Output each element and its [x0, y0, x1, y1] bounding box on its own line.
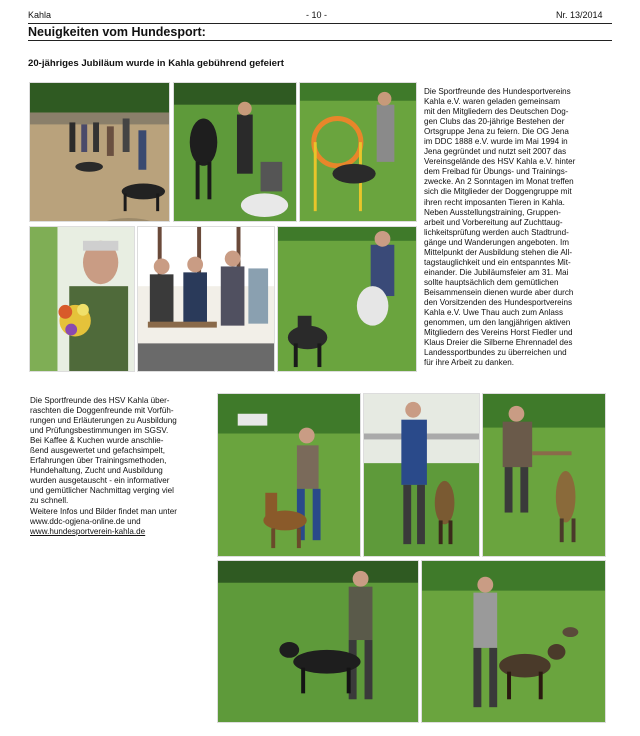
text-line: sollte hauptsächlich dem gemütlichen — [424, 277, 559, 287]
text-line: tagstauglichkeit und ein entspanntes Mit- — [424, 257, 571, 267]
article-left-column — [30, 396, 210, 537]
text-line: gänge und Wanderungen angeboten. Im — [424, 237, 570, 247]
text-line: gen Clubs das 20-jährige Bestehen der — [424, 117, 565, 127]
header-issue: Nr. 13/2014 — [556, 10, 603, 20]
photo-handler-tug — [482, 393, 606, 557]
text-line: Die Sportfreunde des HSV Kahla über- — [30, 396, 170, 405]
text-line: arbeit und Vorbereitung auf Zuchttaug- — [424, 217, 563, 227]
text-line: Landessportbundes zu überreichen und — [424, 348, 567, 358]
photo-dog-with-ball — [277, 226, 417, 372]
text-line: einander. Die Jubiläumsfeier am 31. Mai — [424, 267, 569, 277]
photo-dog-greeting — [173, 82, 297, 222]
text-line: im DDC 1888 e.V. wurde im Mai 1994 in — [424, 137, 568, 147]
photo-man-with-flowers — [29, 226, 135, 372]
text-line: den Vorsitzenden des Hundesportvereins — [424, 297, 573, 307]
text-line: zu schnell. — [30, 496, 69, 506]
text-line: ßend ausgewertet und gefachsimpelt, — [30, 446, 165, 456]
photo-handler-shepherd — [363, 393, 480, 557]
photo-hoop-jump — [299, 82, 417, 222]
text-line: Klaus Dreier die Silberne Ehrennadel des — [424, 338, 573, 348]
section-title: Neuigkeiten vom Hundesport: — [28, 25, 206, 39]
text-line: Jena gegründet und nutzt seit 2007 das — [424, 147, 567, 157]
text-line: Kahla e.V. Uwe Thau auch zum Anlass — [424, 308, 564, 318]
article-right-column — [424, 87, 612, 368]
photo-handler-puppy — [217, 393, 361, 557]
header-town: Kahla — [28, 10, 52, 20]
text-line: zwecke. An 2 Sonntagen im Monat treffen — [424, 177, 574, 187]
photo-men-on-bench — [137, 226, 275, 372]
text-line: Vereinsgelände des HSV Kahla e.V. hinter — [424, 157, 576, 167]
text-line: mit den Mitgliedern des Deutschen Dog- — [424, 107, 569, 117]
text-line: sich die Mitglieder der Doggengruppe mit — [424, 187, 572, 197]
text-line: Die Sportfreunde des Hundesportvereins — [424, 87, 571, 96]
text-line: Mitgliedern des Vereins Horst Fiedler und — [424, 328, 573, 338]
club-website-link[interactable]: www.hundesportverein-kahla.de — [30, 526, 146, 536]
text-line: Kahla e.V. waren geladen gemeinsam — [424, 97, 561, 107]
text-line: wurden ausgetauscht - ein informativer — [30, 476, 170, 486]
header-page-number: - 10 - — [306, 10, 328, 20]
text-line: Erfahrungen über Trainingsmethoden, — [30, 456, 167, 466]
text-line: dem Freibad für Übungs- und Trainings- — [424, 167, 568, 177]
text-line: für ihre Arbeit zu danken. — [424, 358, 514, 368]
text-line: Bei Kaffee & Kuchen wurde anschlie- — [30, 436, 164, 446]
text-line: raschten die Doggenfreunde mit Vorfüh- — [30, 406, 174, 416]
text-line: genommen, um den langjährigen aktiven — [424, 318, 571, 328]
text-line: und gemütlicher Nachmittag verging viel — [30, 486, 174, 496]
text-line: rungen und Erläuterungen zu Ausbildung — [30, 416, 177, 426]
text-line: Beisammensein dienen wurde aber durch — [424, 287, 574, 297]
text-line: www.ddc-ogjena-online.de und — [30, 516, 141, 526]
text-line: Weitere Infos und Bilder findet man unter — [30, 506, 177, 516]
photo-heelwork-black-dog — [217, 560, 419, 723]
text-line: lichkeitsprüfung werden auch Stadtrund- — [424, 227, 569, 237]
text-line: Mittelpunkt der Ausbildung stehen die All- — [424, 247, 573, 257]
article-headline: 20-jähriges Jubiläum wurde in Kahla gebührend gefeiert — [28, 58, 284, 69]
header-rule — [28, 23, 612, 24]
photo-dogs-lineup — [29, 82, 170, 222]
photo-heelwork-shepherd — [421, 560, 606, 723]
text-line: ihren recht imposanten Tieren in Kahla. — [424, 197, 565, 207]
text-line: Neben Ausstellungstraining, Gruppen- — [424, 207, 561, 217]
text-line: Hundehaltung, Zucht und Ausbildung — [30, 466, 163, 476]
section-rule — [28, 40, 612, 41]
text-line: und Prüfungsbestimmungen im SGSV. — [30, 426, 169, 436]
text-line: Ortsgruppe Jena zu feiern. Die OG Jena — [424, 127, 569, 137]
